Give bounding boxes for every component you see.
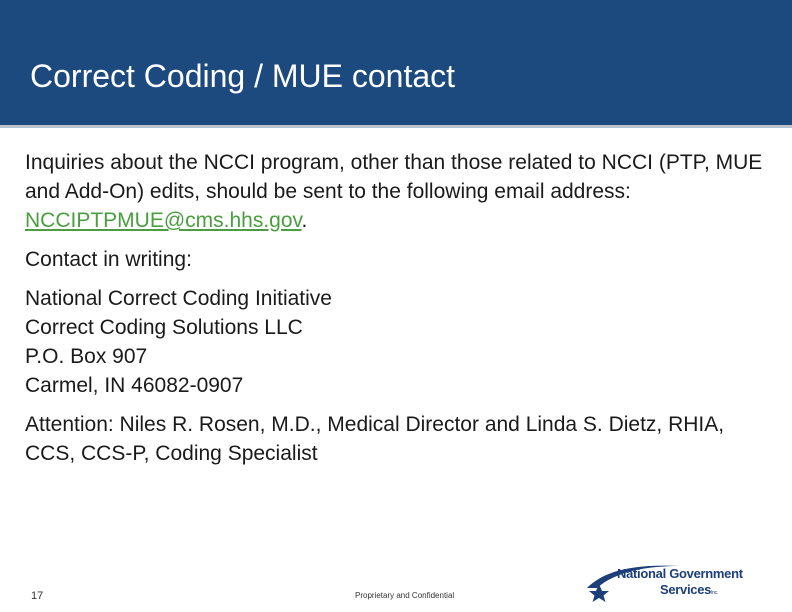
- inquiry-end: .: [301, 209, 308, 232]
- logo-wordmark-line2: [660, 582, 718, 597]
- contact-heading: Contact in writing:: [25, 248, 192, 271]
- logo-wordmark-line1: National Government: [617, 566, 743, 581]
- address-line: P.O. Box 907: [25, 345, 148, 368]
- logo-wordmark-services: Services: [660, 582, 712, 597]
- address-line: Carmel, IN 46082-0907: [25, 374, 244, 397]
- logo-inc: Inc.: [711, 590, 718, 596]
- inquiry-text: Inquiries about the NCCI program, other than those related to NCCI (PTP, MUE and Add-On) edits, should be sent to the following email address:: [25, 151, 763, 203]
- address-line: National Correct Coding Initiative: [25, 287, 332, 310]
- title-divider: [0, 125, 792, 128]
- address-line: Correct Coding Solutions LLC: [25, 316, 303, 339]
- email-link[interactable]: NCCIPTPMUE@cms.hhs.gov: [25, 209, 302, 232]
- mailing-address: [25, 284, 765, 400]
- inquiry-paragraph: [25, 148, 765, 235]
- slide-title: Correct Coding / MUE contact: [30, 58, 456, 94]
- attention-paragraph: Attention: Niles R. Rosen, M.D., Medical Director and Linda S. Dietz, RHIA, CCS, CCS-P, Coding Specialist: [25, 413, 725, 465]
- page-number: 17: [31, 590, 44, 602]
- confidential-label: Proprietary and Confidential: [355, 591, 455, 600]
- slide-body: [25, 148, 765, 468]
